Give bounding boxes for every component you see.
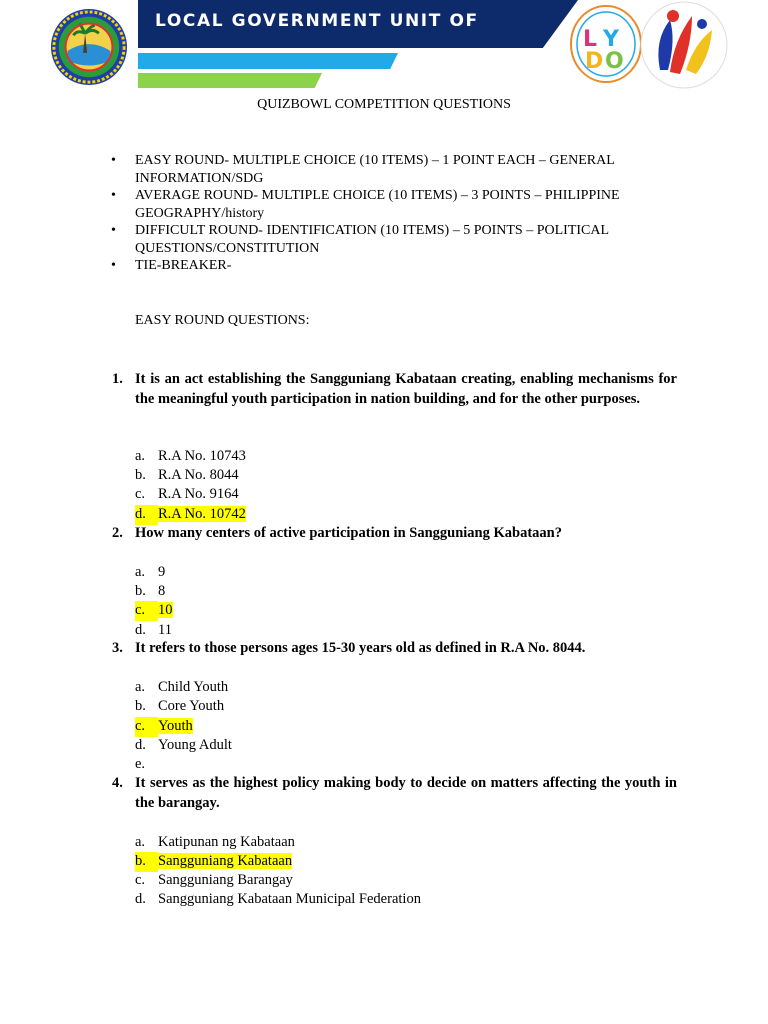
option-text: R.A No. 10743 bbox=[158, 448, 246, 464]
option-text: Young Adult bbox=[158, 737, 232, 753]
option-text: Core Youth bbox=[158, 698, 225, 714]
municipal-seal-icon bbox=[50, 8, 128, 86]
list-item bbox=[110, 187, 630, 222]
option-text: Sangguniang Barangay bbox=[158, 872, 293, 888]
question-2 bbox=[110, 524, 677, 544]
round-text: AVERAGE ROUND- MULTIPLE CHOICE (10 ITEMS) – 3 POINTS – PHILIPPINE GEOGRAPHY/history bbox=[135, 188, 620, 221]
option-letter: a. bbox=[135, 564, 146, 580]
option-letter: d. bbox=[135, 737, 146, 753]
option-text: 9 bbox=[158, 564, 166, 580]
option-item bbox=[135, 736, 232, 756]
question-number: 3. bbox=[112, 640, 123, 656]
document-title: QUIZBOWL COMPETITION QUESTIONS bbox=[257, 97, 511, 112]
option-letter: c. bbox=[135, 486, 146, 502]
banner-title: LOCAL GOVERNMENT UNIT OF bbox=[155, 11, 479, 31]
option-letter: b. bbox=[135, 467, 146, 483]
option-letter: a. bbox=[135, 679, 146, 695]
option-item bbox=[135, 871, 293, 891]
option-item bbox=[135, 563, 165, 583]
bullet-icon: • bbox=[111, 223, 116, 238]
option-letter: a. bbox=[135, 834, 146, 850]
option-item bbox=[135, 755, 158, 775]
option-letter: d. bbox=[135, 891, 146, 907]
svg-text:Y: Y bbox=[603, 27, 619, 52]
option-letter: a. bbox=[135, 448, 146, 464]
option-letter: d. bbox=[135, 505, 158, 525]
option-item bbox=[135, 447, 246, 467]
question-text: How many centers of active participation in Sangguniang Kabataan? bbox=[135, 525, 562, 541]
option-letter: c. bbox=[135, 717, 158, 737]
rounds-list bbox=[110, 152, 630, 275]
question-number: 4. bbox=[112, 775, 123, 791]
option-letter: b. bbox=[135, 583, 146, 599]
list-item bbox=[110, 257, 630, 275]
svg-text:L: L bbox=[583, 27, 598, 52]
option-letter: c. bbox=[135, 601, 158, 621]
round-text: DIFFICULT ROUND- IDENTIFICATION (10 ITEMS) – 5 POINTS – POLITICAL QUESTIONS/CONSTITUTION bbox=[135, 223, 609, 256]
lydo-logo-icon bbox=[569, 4, 643, 84]
question-3 bbox=[110, 639, 677, 659]
section-heading: EASY ROUND QUESTIONS: bbox=[135, 313, 310, 328]
list-item bbox=[110, 152, 630, 187]
bullet-icon: • bbox=[111, 188, 116, 203]
option-text: 11 bbox=[158, 622, 172, 638]
correct-answer-option bbox=[135, 505, 246, 525]
question-1 bbox=[110, 370, 677, 409]
option-text: 8 bbox=[158, 583, 166, 599]
option-text: Youth bbox=[158, 718, 193, 734]
option-letter: e. bbox=[135, 756, 146, 772]
round-text: TIE-BREAKER- bbox=[135, 258, 232, 273]
question-text: It serves as the highest policy making body to decide on matters affecting the youth in the barangay. bbox=[135, 775, 677, 811]
bullet-icon: • bbox=[111, 153, 116, 168]
option-item bbox=[135, 697, 224, 717]
option-letter: b. bbox=[135, 852, 158, 872]
option-item bbox=[135, 485, 239, 505]
correct-answer-option bbox=[135, 852, 292, 872]
svg-text:D: D bbox=[585, 49, 604, 74]
question-text: It is an act establishing the Sangguniang Kabataan creating, enabling mechanisms for the meaningful youth participation in nation building, and for the other purposes. bbox=[135, 371, 677, 407]
option-text: R.A No. 10742 bbox=[158, 506, 246, 522]
cyan-stripe bbox=[138, 53, 398, 69]
round-text: EASY ROUND- MULTIPLE CHOICE (10 ITEMS) – 1 POINT EACH – GENERAL INFORMATION/SDG bbox=[135, 153, 615, 186]
option-text: R.A No. 9164 bbox=[158, 486, 239, 502]
green-stripe bbox=[138, 73, 322, 88]
option-item bbox=[135, 678, 228, 698]
option-text: Katipunan ng Kabataan bbox=[158, 834, 295, 850]
option-text: R.A No. 8044 bbox=[158, 467, 239, 483]
question-text: It refers to those persons ages 15-30 years old as defined in R.A No. 8044. bbox=[135, 640, 586, 656]
option-item bbox=[135, 833, 295, 853]
option-text: Sangguniang Kabataan Municipal Federation bbox=[158, 891, 421, 907]
option-item bbox=[135, 582, 165, 602]
correct-answer-option bbox=[135, 717, 193, 737]
option-item bbox=[135, 621, 172, 641]
question-number: 1. bbox=[112, 371, 123, 387]
option-item bbox=[135, 466, 239, 486]
option-text: Sangguniang Kabataan bbox=[158, 853, 293, 869]
option-letter: c. bbox=[135, 872, 146, 888]
option-letter: d. bbox=[135, 622, 146, 638]
correct-answer-option bbox=[135, 601, 173, 621]
option-item bbox=[135, 890, 421, 910]
question-number: 2. bbox=[112, 525, 123, 541]
sk-logo-icon bbox=[640, 0, 728, 90]
question-4 bbox=[110, 774, 677, 813]
bullet-icon: • bbox=[111, 258, 116, 273]
option-letter: b. bbox=[135, 698, 146, 714]
letterhead bbox=[0, 0, 768, 96]
option-text: Child Youth bbox=[158, 679, 229, 695]
option-text: 10 bbox=[158, 602, 173, 618]
svg-text:O: O bbox=[605, 49, 624, 74]
list-item bbox=[110, 222, 630, 257]
